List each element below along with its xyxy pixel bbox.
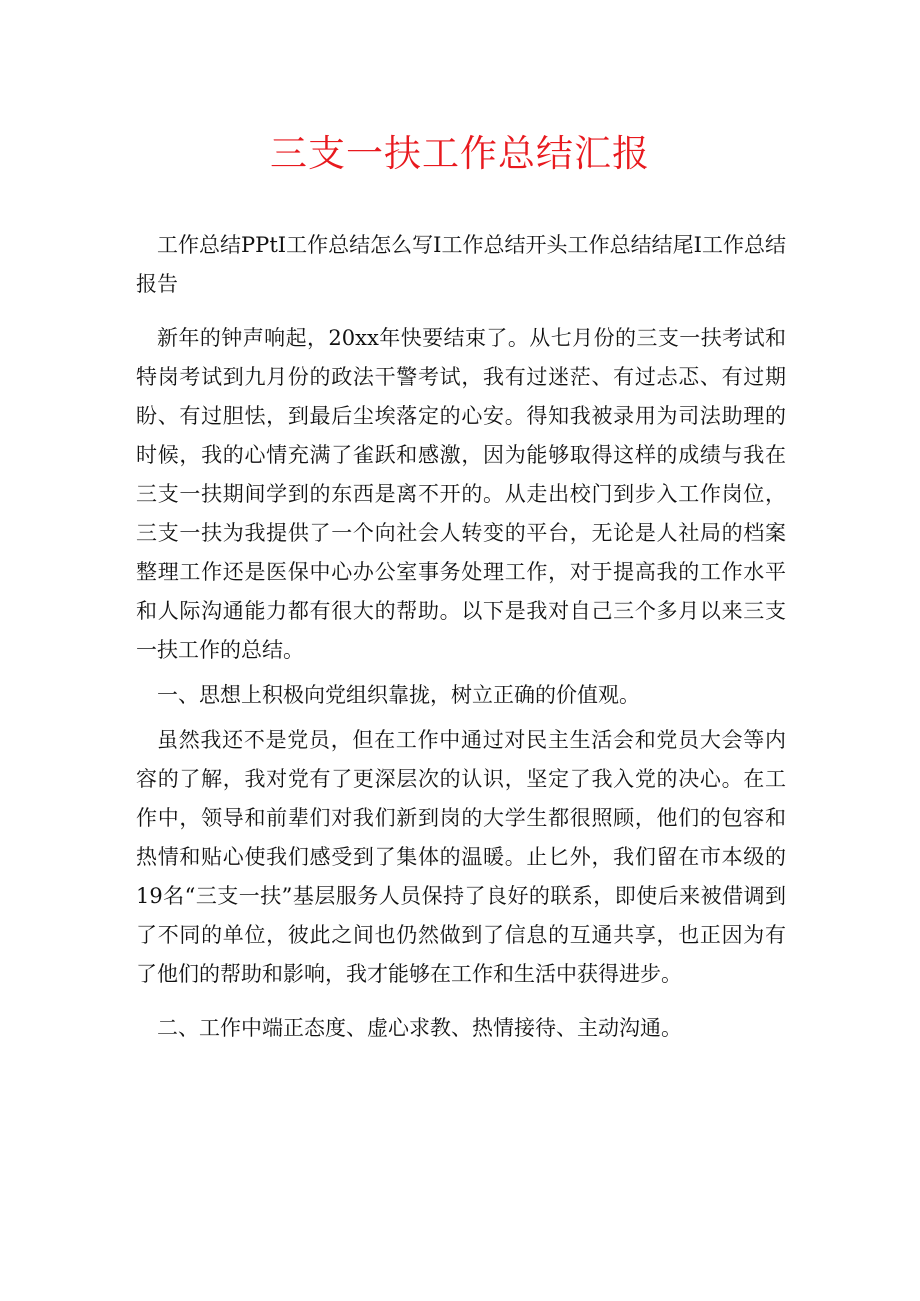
document-body — [136, 226, 786, 1048]
section-heading-1: 一、思想上积极向党组织靠拢，树立正确的价值观。 — [157, 683, 640, 707]
paragraph-section-1: 虽然我还不是党员，但在工作中通过对民主生活会和党员大会等内容的了解，我对党有了更深层次的认识，坚定了我入党的决心。在工作中，领导和前辈们对我们新到岗的大学生都很照顾，他们的包容和热情和贴心使我们感受到了集体的温暖。止匕外，我们留在市本级的19名“三支一扶”基层服务人员保持了良好的联系，即使后来被借调到了不同的单位，彼此之间也仍然做到了信息的互通共享，也正因为有了他们的帮助和影响，我才能够在工作和生活中获得进步。 — [136, 728, 786, 986]
section-heading-2: 二、工作中端正态度、虚心求教、热情接待、主动沟通。 — [157, 1016, 682, 1040]
document-title: 三支一扶工作总结汇报 — [270, 132, 650, 175]
paragraph-intro: 新年的钟声响起，20xx年快要结束了。从七月份的三支一扶考试和特岗考试到九月份的政法干警考试，我有过迷茫、有过忐忑、有过期盼、有过胆怯，到最后尘埃落定的心安。得知我被录用为司法助理的时候，我的心情充满了雀跃和感激，因为能够取得这样的成绩与我在三支一扶期间学到的东西是离不开的。从走出校门到步入工作岗位，三支一扶为我提供了一个向社会人转变的平台，无论是人社局的档案整理工作还是医保中心办公室事务处理工作，对于提高我的工作水平和人际沟通能力都有很大的帮助。以下是我对自己三个多月以来三支一扶工作的总结。 — [136, 326, 786, 662]
paragraph-keywords: 工作总结PPtI工作总结怎么写I工作总结开头工作总结结尾I工作总结报告 — [136, 233, 786, 296]
